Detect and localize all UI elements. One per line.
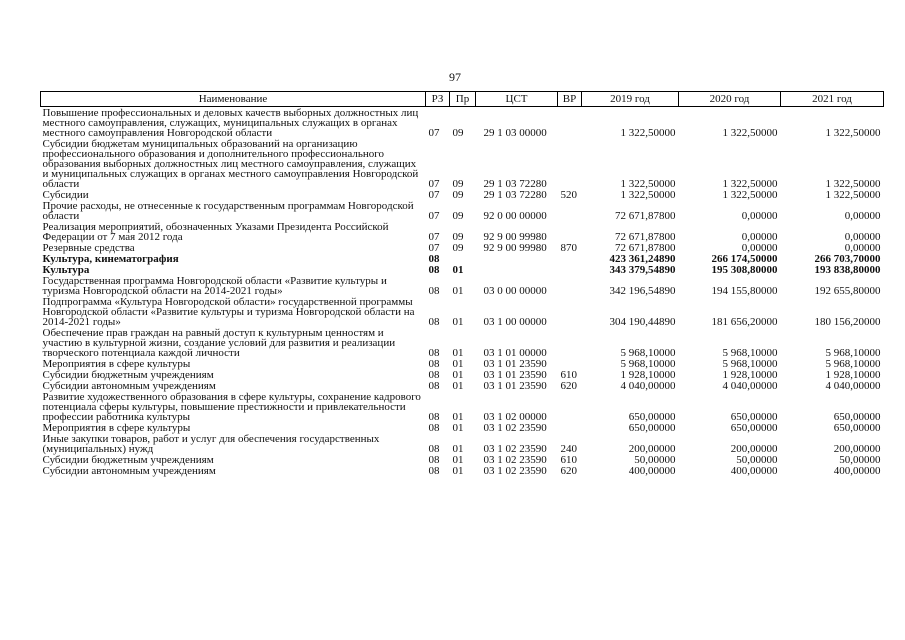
row-2019: 304 190,44890: [609, 316, 676, 328]
row-name: Субсидии автономным учреждениям: [42, 380, 216, 392]
row-cst: 03 1 02 23590: [483, 422, 547, 434]
row-2019: 1 322,50000: [620, 178, 676, 190]
row-pr: [450, 253, 476, 264]
row-2019: 5 968,10000: [620, 358, 676, 370]
row-vr: [558, 138, 582, 189]
row-rz: 08: [428, 369, 440, 381]
header-2021: 2021 год: [781, 92, 884, 107]
row-rz: 08: [428, 454, 440, 466]
row-cst: 29 1 03 72280: [483, 178, 547, 190]
row-2019: 5 968,10000: [620, 347, 676, 359]
row-name: Подпрограмма «Культура Новгородской области» государственной программы Новгородской области «Развитие культуры и туризма Новгородской области на 2014-2021 годы»: [42, 296, 415, 328]
row-vr: [558, 422, 582, 433]
table-row: [41, 221, 884, 242]
row-rz: 07: [428, 127, 440, 139]
row-vr: [558, 221, 582, 242]
row-vr: 620: [560, 465, 577, 477]
row-vr: [558, 264, 582, 275]
row-pr: 01: [452, 316, 464, 328]
row-rz: 08: [428, 347, 440, 359]
table-row: [41, 275, 884, 296]
row-2019: 1 322,50000: [620, 127, 676, 139]
row-rz: 08: [428, 358, 440, 370]
row-2021: 0,00000: [844, 242, 881, 254]
row-rz: 08: [428, 316, 440, 328]
row-vr: 240: [560, 443, 577, 455]
table-row: [41, 454, 884, 465]
budget-table: [40, 91, 884, 476]
row-name: Развитие художественного образования в сфере культуры, сохранение кадрового потенциала сферы культуры, повышение престижности и привлекательности профессии работника культуры: [42, 391, 421, 423]
row-cst: 03 0 00 00000: [483, 285, 547, 297]
row-2021: 0,00000: [844, 231, 881, 243]
row-vr: [558, 200, 582, 221]
row-name: Субсидии автономным учреждениям: [42, 465, 216, 477]
row-2021: 1 322,50000: [825, 189, 881, 201]
row-pr: 01: [452, 443, 464, 455]
row-pr: 01: [452, 380, 464, 392]
row-2019: 400,00000: [628, 465, 676, 477]
row-rz: 08: [428, 264, 440, 276]
row-2021: 180 156,20000: [814, 316, 881, 328]
row-pr: 09: [452, 127, 464, 139]
table-row: [41, 200, 884, 221]
row-rz: 08: [428, 253, 440, 265]
row-rz: 07: [428, 242, 440, 254]
row-pr: 09: [452, 178, 464, 190]
row-2021: 650,00000: [833, 422, 881, 434]
table-row: [41, 327, 884, 358]
row-rz: 07: [428, 189, 440, 201]
row-cst: 29 1 03 00000: [483, 127, 547, 139]
row-2021: 266 703,70000: [814, 253, 881, 265]
table-header-row: [41, 92, 884, 107]
row-rz: 07: [428, 210, 440, 222]
row-name: Субсидии бюджетным учреждениям: [42, 454, 214, 466]
row-pr: 09: [452, 242, 464, 254]
row-pr: 01: [452, 422, 464, 434]
row-2021: 50,00000: [839, 454, 881, 466]
row-cst: 03 1 00 00000: [483, 316, 547, 328]
row-2019: 1 928,10000: [620, 369, 676, 381]
row-pr: 01: [452, 411, 464, 423]
row-name: Культура, кинематография: [42, 253, 179, 265]
row-2019: 650,00000: [628, 411, 676, 423]
row-2019: 200,00000: [628, 443, 676, 455]
row-2021: 4 040,00000: [825, 380, 881, 392]
row-name: Реализация мероприятий, обозначенных Указами Президента Российской Федерации от 7 мая 2012 года: [42, 221, 389, 243]
row-2019: 72 671,87800: [615, 231, 676, 243]
row-name: Культура: [42, 264, 90, 276]
row-cst: 03 1 01 23590: [483, 380, 547, 392]
row-2019: 50,00000: [634, 454, 676, 466]
row-rz: 08: [428, 411, 440, 423]
table-row: [41, 253, 884, 264]
row-name: Обеспечение прав граждан на равный доступ к культурным ценностям и участию в культурной жизни, создание условий для развития и реализации творческого потенциала каждой личности: [42, 327, 396, 359]
row-cst: 03 1 01 23590: [483, 358, 547, 370]
header-vr: ВР: [558, 92, 582, 107]
row-cst: 03 1 01 23590: [483, 369, 547, 381]
row-2019: 650,00000: [628, 422, 676, 434]
row-cst: 03 1 01 00000: [483, 347, 547, 359]
row-vr: [558, 327, 582, 358]
row-cst: 03 1 02 23590: [483, 443, 547, 455]
row-2020: 0,00000: [741, 242, 778, 254]
row-vr: [558, 275, 582, 296]
table-row: [41, 369, 884, 380]
row-cst: [476, 253, 558, 264]
row-cst: 29 1 03 72280: [483, 189, 547, 201]
row-2021: 192 655,80000: [814, 285, 881, 297]
row-name: Субсидии бюджетам муниципальных образований на организацию профессионального образования и дополнительного профессионального образования выборных должностных лиц местного самоуправления, служащих и муниципальных служащих в органах местного самоуправления Новгородской области: [42, 138, 419, 190]
row-cst: [476, 264, 558, 275]
row-pr: 01: [452, 285, 464, 297]
row-cst: 03 1 02 00000: [483, 411, 547, 423]
row-vr: 520: [560, 189, 577, 201]
row-rz: 08: [428, 443, 440, 455]
row-pr: 01: [452, 347, 464, 359]
row-2019: 423 361,24890: [609, 253, 676, 265]
row-cst: 03 1 02 23590: [483, 454, 547, 466]
row-2020: 0,00000: [741, 231, 778, 243]
table-row: [41, 465, 884, 476]
table-row: [41, 189, 884, 200]
row-pr: 09: [452, 189, 464, 201]
row-vr: [558, 253, 582, 264]
header-2019: 2019 год: [582, 92, 679, 107]
row-name: Иные закупки товаров, работ и услуг для обеспечения государственных (муниципальных) нужд: [42, 433, 380, 455]
row-pr: 01: [452, 465, 464, 477]
row-pr: 01: [452, 454, 464, 466]
table-row: [41, 380, 884, 391]
row-vr: 610: [560, 454, 577, 466]
table-row: [41, 422, 884, 433]
row-2019: 342 196,54890: [609, 285, 676, 297]
row-vr: [558, 391, 582, 422]
row-2020: 4 040,00000: [722, 380, 778, 392]
row-2020: 266 174,50000: [711, 253, 778, 265]
row-vr: [558, 358, 582, 369]
table-row: [41, 358, 884, 369]
header-name: Наименование: [41, 92, 426, 107]
row-rz: 07: [428, 231, 440, 243]
row-2020: 200,00000: [730, 443, 778, 455]
row-2020: 1 322,50000: [722, 178, 778, 190]
row-name: Государственная программа Новгородской области «Развитие культуры и туризма Новгородской области на 2014-2021 годы»: [42, 275, 387, 297]
table-row: [41, 107, 884, 139]
row-name: Мероприятия в сфере культуры: [42, 422, 191, 434]
row-2019: 72 671,87800: [615, 210, 676, 222]
row-name: Повышение профессиональных и деловых качеств выборных должностных лиц местного самоуправления, служащих, муниципальных служащих в органах местного самоуправления Новгородской области: [42, 107, 419, 139]
row-cst: 92 0 00 00000: [483, 210, 547, 222]
row-name: Прочие расходы, не отнесенные к государственным программам Новгородской области: [42, 200, 414, 222]
row-rz: 07: [428, 178, 440, 190]
row-pr: 01: [452, 264, 464, 276]
row-2020: 5 968,10000: [722, 358, 778, 370]
row-2020: 0,00000: [741, 210, 778, 222]
row-name: Резервные средства: [42, 242, 135, 254]
row-2020: 1 928,10000: [722, 369, 778, 381]
row-2020: 50,00000: [736, 454, 778, 466]
row-2020: 400,00000: [730, 465, 778, 477]
row-2021: 5 968,10000: [825, 347, 881, 359]
row-2019: 1 322,50000: [620, 189, 676, 201]
row-2020: 650,00000: [730, 411, 778, 423]
row-2020: 1 322,50000: [722, 127, 778, 139]
row-name: Субсидии бюджетным учреждениям: [42, 369, 214, 381]
table-row: [41, 433, 884, 454]
row-2020: 195 308,80000: [711, 264, 778, 276]
row-rz: 08: [428, 380, 440, 392]
table-row: [41, 138, 884, 189]
row-name: Мероприятия в сфере культуры: [42, 358, 191, 370]
row-2021: 200,00000: [833, 443, 881, 455]
table-row: [41, 391, 884, 422]
row-2020: 181 656,20000: [711, 316, 778, 328]
row-cst: 92 9 00 99980: [483, 231, 547, 243]
row-2021: 1 928,10000: [825, 369, 881, 381]
row-pr: 09: [452, 231, 464, 243]
header-rz: РЗ: [426, 92, 450, 107]
header-pr: Пр: [450, 92, 476, 107]
row-2020: 1 322,50000: [722, 189, 778, 201]
row-2021: 1 322,50000: [825, 127, 881, 139]
row-cst: 92 9 00 99980: [483, 242, 547, 254]
row-2021: 0,00000: [844, 210, 881, 222]
page-number: 97: [449, 70, 461, 84]
row-2021: 400,00000: [833, 465, 881, 477]
row-2019: 4 040,00000: [620, 380, 676, 392]
row-cst: 03 1 02 23590: [483, 465, 547, 477]
row-pr: 01: [452, 358, 464, 370]
row-2020: 5 968,10000: [722, 347, 778, 359]
row-rz: 08: [428, 422, 440, 434]
row-vr: [558, 296, 582, 327]
header-cst: ЦСТ: [476, 92, 558, 107]
row-vr: 620: [560, 380, 577, 392]
row-2020: 650,00000: [730, 422, 778, 434]
row-2019: 343 379,54890: [609, 264, 676, 276]
table-row: [41, 296, 884, 327]
row-2021: 1 322,50000: [825, 178, 881, 190]
row-2019: 72 671,87800: [615, 242, 676, 254]
table-row: [41, 242, 884, 253]
row-rz: 08: [428, 285, 440, 297]
row-name: Субсидии: [42, 189, 89, 201]
table-row: [41, 264, 884, 275]
row-2021: 650,00000: [833, 411, 881, 423]
row-vr: [558, 107, 582, 139]
row-pr: 01: [452, 369, 464, 381]
row-vr: 870: [560, 242, 577, 254]
row-pr: 09: [452, 210, 464, 222]
row-rz: 08: [428, 465, 440, 477]
row-2021: 193 838,80000: [814, 264, 881, 276]
row-2020: 194 155,80000: [711, 285, 778, 297]
row-vr: 610: [560, 369, 577, 381]
header-2020: 2020 год: [679, 92, 781, 107]
row-2021: 5 968,10000: [825, 358, 881, 370]
